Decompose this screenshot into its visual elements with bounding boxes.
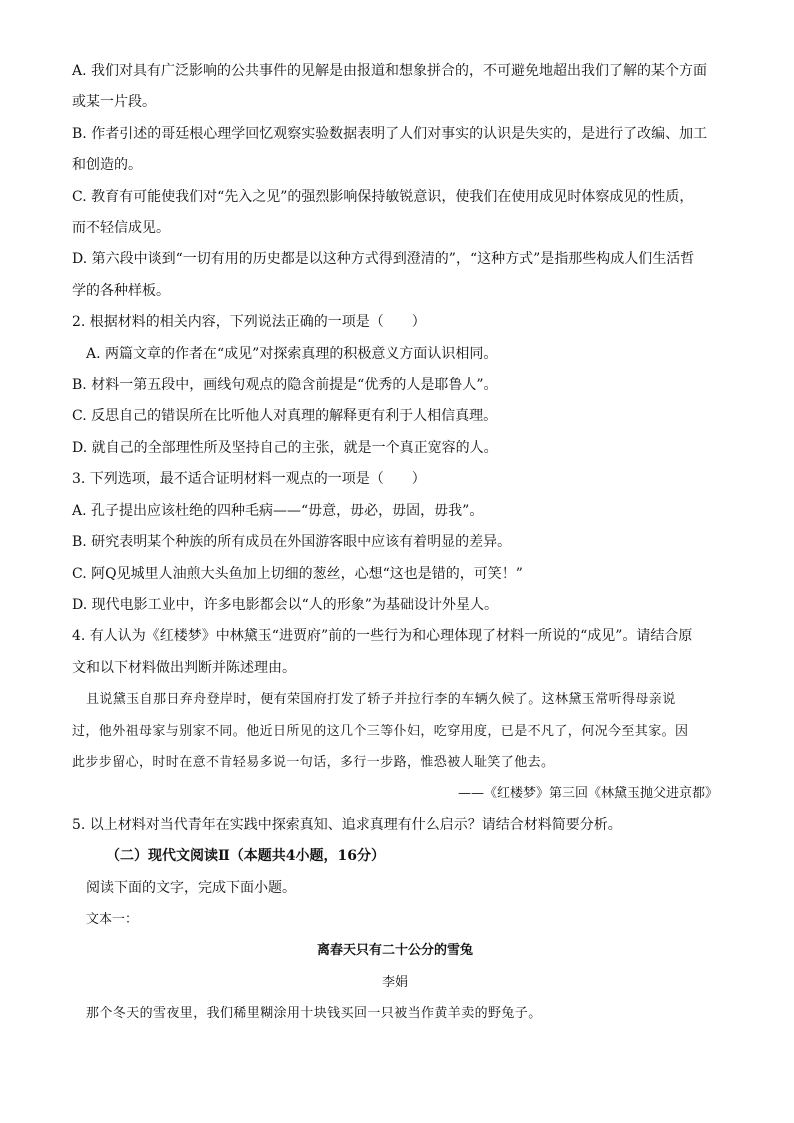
q2-option-d: D. 就自己的全部理性所及坚持自己的主张，就是一个真正宽容的人。: [72, 439, 498, 456]
q2-stem: 2. 根据材料的相关内容，下列说法正确的一项是（ ）: [72, 314, 426, 331]
option-text-cont: 学的各种样板。: [72, 282, 170, 299]
q5-stem: 5. 以上材料对当代青年在实践中探索真知、追求真理有什么启示？请结合材料简要分析。: [72, 816, 622, 833]
q4-stem: 4. 有人认为《红楼梦》中林黛玉“进贾府”前的一些行为和心理体现了材料一所说的“成见”。请结合原: [72, 628, 693, 645]
quote-line: 此步步留心，时时在意不肯轻易多说一句话，多行一步路，惟恐被人耻笑了他去。: [72, 754, 555, 770]
quote-source: ——《红楼梦》第三回《林黛玉抛父进京都》: [457, 786, 718, 802]
instruction: 阅读下面的文字，完成下面小题。: [86, 879, 296, 896]
option-text: B. 作者引述的哥廷根心理学回忆观察实验数据表明了人们对事实的认识是失实的，是进行了改编、加工: [72, 125, 708, 142]
quote-line: 过，他外祖母家与别家不同。他近日所见的这几个三等仆妇，吃穿用度，已是不凡了，何况今至其家。因: [72, 723, 689, 739]
q3-option-a: A. 孔子提出应该杜绝的四种毛病——“毋意，毋必，毋固，毋我”。: [72, 502, 484, 519]
text-label: 文本一：: [86, 911, 139, 927]
q1-option-c: [72, 182, 718, 245]
q2-option-a: A. 两篇文章的作者在“成见”对探索真理的积极意义方面认识相同。: [86, 345, 498, 362]
q1-option-a: [72, 56, 718, 119]
option-text: A. 我们对具有广泛影响的公共事件的见解是由报道和想象拼合的，不可避免地超出我们了解的某个方面: [72, 63, 708, 79]
q3-option-b: B. 研究表明某个种族的所有成员在外国游客眼中应该有着明显的差异。: [72, 534, 512, 551]
option-text-cont: 和创造的。: [72, 157, 142, 174]
q3-stem: 3. 下列选项，最不适合证明材料一观点的一项是（ ）: [72, 471, 426, 488]
article-first-line: 那个冬天的雪夜里，我们稀里糊涂用十块钱买回一只被当作黄羊卖的野兔子。: [86, 1006, 542, 1022]
option-text: D. 第六段中谈到“一切有用的历史都是以这种方式得到澄清的”，“这种方式”是指那些构成人们生活哲: [72, 251, 695, 268]
q2-option-c: C. 反思自己的错误所在比听他人对真理的解释更有利于人相信真理。: [72, 408, 498, 425]
q1-option-b: [72, 119, 718, 182]
option-text: C. 教育有可能使我们对“先入之见”的强烈影响保持敏锐意识，使我们在使用成见时体察成见的性质，: [72, 188, 694, 205]
article-title: 离春天只有二十公分的雪兔: [316, 943, 473, 959]
q1-option-d: [72, 244, 718, 307]
article-author: 李娟: [381, 974, 408, 990]
q3-option-d: D. 现代电影工业中，许多电影都会以“人的形象”为基础设计外星人。: [72, 596, 498, 613]
section-title: （二）现代文阅读Ⅱ（本题共4小题，16分）: [106, 848, 386, 865]
quote-line: 且说黛玉自那日弃舟登岸时，便有荣国府打发了轿子并拉行李的车辆久候了。这林黛玉常听得母亲说: [86, 692, 676, 708]
q2-option-b: B. 材料一第五段中，画线句观点的隐含前提是“优秀的人是耶鲁人”。: [72, 377, 498, 394]
option-text-cont: 或某一片段。: [72, 94, 156, 111]
option-text-cont: 而不轻信成见。: [72, 220, 170, 237]
q4-stem-cont: 文和以下材料做出判断并陈述理由。: [72, 659, 296, 676]
q3-option-c: C. 阿Q见城里人油煎大头鱼加上切细的葱丝，心想“这也是错的，可笑！”: [72, 565, 523, 582]
